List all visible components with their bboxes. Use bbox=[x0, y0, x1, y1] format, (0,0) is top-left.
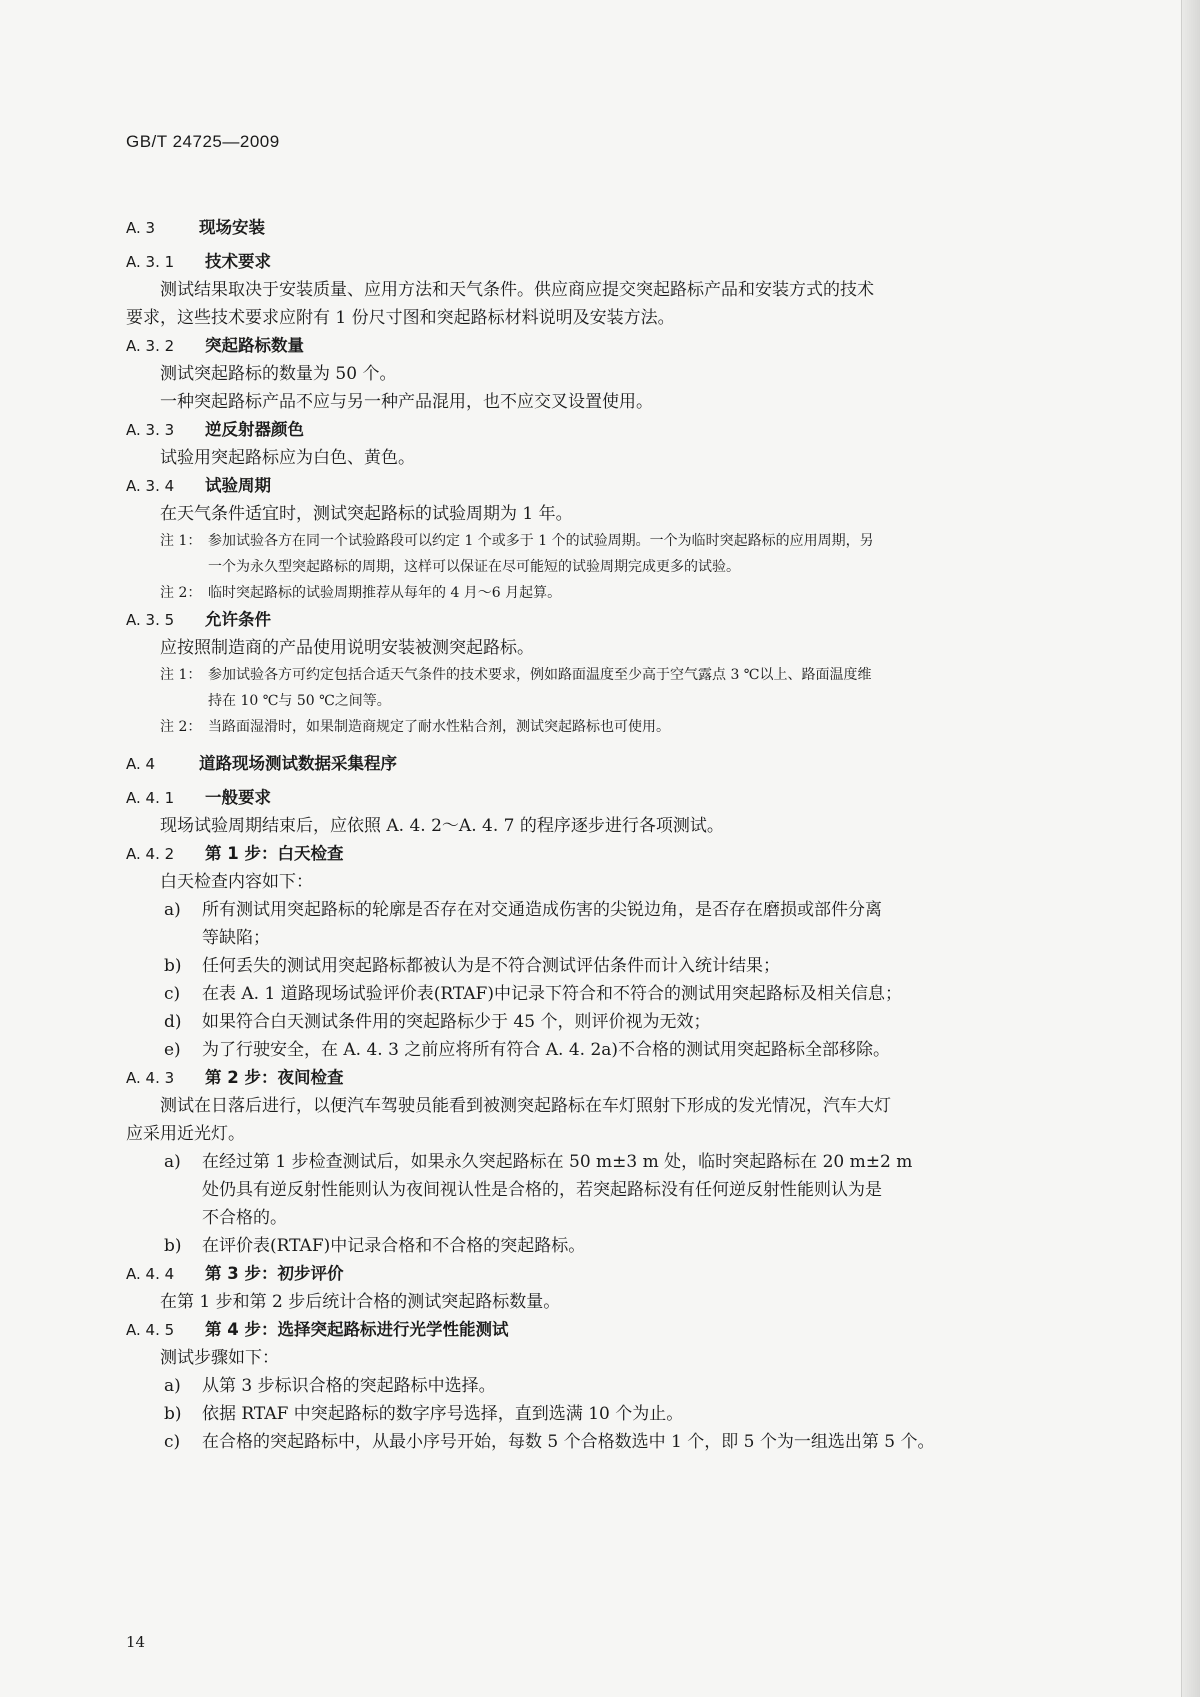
note-text: 参加试验各方在同一个试验路段可以约定 1 个或多于 1 个的试验周期。一个为临时突起路标的应用周期，另 bbox=[208, 533, 874, 549]
section-title: 逆反射器颜色 bbox=[205, 420, 304, 439]
list-item-line bbox=[126, 1176, 1056, 1204]
list-item-text: 处仍具有逆反射性能则认为夜间视认性是合格的，若突起路标没有任何逆反射性能则认为是 bbox=[202, 1180, 882, 1200]
list-item-text: 从第 3 步标识合格的突起路标中选择。 bbox=[202, 1376, 496, 1396]
subsection-heading bbox=[126, 472, 1056, 500]
list-item-line bbox=[126, 924, 1056, 952]
paragraph-line: 现场试验周期结束后，应依照 A. 4. 2～A. 4. 7 的程序逐步进行各项测试。 bbox=[160, 816, 724, 836]
section-title: 试验周期 bbox=[205, 476, 271, 495]
section-number: A. 3. 3 bbox=[126, 421, 175, 439]
paragraph-line: 试验用突起路标应为白色、黄色。 bbox=[160, 448, 415, 468]
list-marker: b) bbox=[164, 956, 182, 976]
list-item-text: 在合格的突起路标中，从最小序号开始，每数 5 个合格数选中 1 个，即 5 个为一组选出第 5 个。 bbox=[202, 1432, 935, 1452]
list-marker: d) bbox=[164, 1012, 182, 1032]
list-item-text: 在表 A. 1 道路现场试验评价表(RTAF)中记录下符合和不符合的测试用突起路标及相关信息； bbox=[202, 984, 902, 1004]
paragraph-line: 应采用近光灯。 bbox=[126, 1124, 245, 1144]
list-marker: a) bbox=[164, 1376, 181, 1396]
note-line bbox=[126, 714, 1056, 740]
section-number: A. 4. 5 bbox=[126, 1321, 175, 1339]
subsection-heading bbox=[126, 332, 1056, 360]
note-line bbox=[126, 662, 1056, 688]
note-continuation: 持在 10 ℃与 50 ℃之间等。 bbox=[208, 693, 391, 709]
section-title: 允许条件 bbox=[205, 610, 271, 629]
section-title: 一般要求 bbox=[205, 788, 271, 807]
list-item-line bbox=[126, 1148, 1056, 1176]
section-title: 道路现场测试数据采集程序 bbox=[199, 754, 397, 773]
section-number: A. 4. 1 bbox=[126, 789, 175, 807]
list-item-line bbox=[126, 1008, 1056, 1036]
section-number: A. 3 bbox=[126, 219, 156, 237]
subsection-heading bbox=[126, 1064, 1056, 1092]
list-marker: a) bbox=[164, 1152, 181, 1172]
section-title: 第 2 步：夜间检查 bbox=[205, 1068, 344, 1087]
list-item-line bbox=[126, 896, 1056, 924]
note-line bbox=[126, 528, 1056, 554]
list-item-text: 依据 RTAF 中突起路标的数字序号选择，直到选满 10 个为止。 bbox=[202, 1404, 684, 1424]
note-text: 参加试验各方可约定包括合适天气条件的技术要求，例如路面温度至少高于空气露点 3 ℃以上、路面温度维 bbox=[208, 667, 872, 683]
section-number: A. 4. 3 bbox=[126, 1069, 175, 1087]
subsection-heading bbox=[126, 1316, 1056, 1344]
list-item-text: 任何丢失的测试用突起路标都被认为是不符合测试评估条件而计入统计结果； bbox=[202, 956, 780, 976]
note-line bbox=[126, 580, 1056, 606]
section-number: A. 4. 4 bbox=[126, 1265, 175, 1283]
list-item-line bbox=[126, 1400, 1056, 1428]
paragraph-line: 一种突起路标产品不应与另一种产品混用，也不应交叉设置使用。 bbox=[160, 392, 653, 412]
list-item-text: 在评价表(RTAF)中记录合格和不合格的突起路标。 bbox=[202, 1236, 586, 1256]
section-title: 第 3 步：初步评价 bbox=[205, 1264, 344, 1283]
subsection-heading bbox=[126, 606, 1056, 634]
note-label: 注 2： bbox=[160, 719, 202, 735]
subsection-heading bbox=[126, 1260, 1056, 1288]
list-item-line bbox=[126, 1232, 1056, 1260]
note-label: 注 2： bbox=[160, 585, 202, 601]
page-number: 14 bbox=[126, 1633, 146, 1651]
paragraph-line: 白天检查内容如下： bbox=[160, 872, 313, 892]
list-item-line bbox=[126, 980, 1056, 1008]
section-number: A. 4. 2 bbox=[126, 845, 175, 863]
list-item-line bbox=[126, 952, 1056, 980]
note-text: 临时突起路标的试验周期推荐从每年的 4 月～6 月起算。 bbox=[208, 585, 562, 601]
section-number: A. 3. 5 bbox=[126, 611, 175, 629]
list-item-text: 不合格的。 bbox=[202, 1208, 287, 1228]
subsection-heading bbox=[126, 416, 1056, 444]
standard-header: GB/T 24725—2009 bbox=[126, 132, 280, 151]
section-title: 第 4 步：选择突起路标进行光学性能测试 bbox=[205, 1320, 509, 1339]
note-label: 注 1： bbox=[160, 533, 202, 549]
list-item-text: 如果符合白天测试条件用的突起路标少于 45 个，则评价视为无效； bbox=[202, 1012, 711, 1032]
section-heading bbox=[126, 214, 1056, 242]
section-number: A. 4 bbox=[126, 755, 156, 773]
paragraph-line: 在第 1 步和第 2 步后统计合格的测试突起路标数量。 bbox=[160, 1292, 561, 1312]
section-title: 现场安装 bbox=[199, 218, 265, 237]
paragraph-line: 要求，这些技术要求应附有 1 份尺寸图和突起路标材料说明及安装方法。 bbox=[126, 308, 675, 328]
list-item-line bbox=[126, 1428, 1056, 1456]
list-marker: a) bbox=[164, 900, 181, 920]
list-item-text: 所有测试用突起路标的轮廓是否存在对交通造成伤害的尖锐边角，是否存在磨损或部件分离 bbox=[202, 900, 882, 920]
document-body bbox=[126, 204, 1056, 1456]
paragraph-line: 测试在日落后进行，以便汽车驾驶员能看到被测突起路标在车灯照射下形成的发光情况，汽车大灯 bbox=[160, 1096, 891, 1116]
list-item-text: 为了行驶安全，在 A. 4. 3 之前应将所有符合 A. 4. 2a)不合格的测试用突起路标全部移除。 bbox=[202, 1040, 891, 1060]
section-number: A. 3. 1 bbox=[126, 253, 175, 271]
paragraph-line: 在天气条件适宜时，测试突起路标的试验周期为 1 年。 bbox=[160, 504, 573, 524]
list-item-text: 等缺陷； bbox=[202, 928, 270, 948]
list-marker: e) bbox=[164, 1040, 181, 1060]
list-marker: b) bbox=[164, 1404, 182, 1424]
subsection-heading bbox=[126, 840, 1056, 868]
list-marker: c) bbox=[164, 984, 181, 1004]
list-item-line bbox=[126, 1204, 1056, 1232]
list-item-line bbox=[126, 1036, 1056, 1064]
paragraph-line: 测试步骤如下： bbox=[160, 1348, 279, 1368]
section-heading bbox=[126, 750, 1056, 778]
paragraph-line: 测试突起路标的数量为 50 个。 bbox=[160, 364, 397, 384]
section-number: A. 3. 4 bbox=[126, 477, 175, 495]
paragraph-line: 应按照制造商的产品使用说明安装被测突起路标。 bbox=[160, 638, 534, 658]
list-item-text: 在经过第 1 步检查测试后，如果永久突起路标在 50 m±3 m 处，临时突起路标在 20 m±2 m bbox=[202, 1152, 913, 1172]
subsection-heading bbox=[126, 784, 1056, 812]
section-number: A. 3. 2 bbox=[126, 337, 175, 355]
paragraph-line: 测试结果取决于安装质量、应用方法和天气条件。供应商应提交突起路标产品和安装方式的技术 bbox=[160, 280, 874, 300]
note-label: 注 1： bbox=[160, 667, 202, 683]
page-edge bbox=[1181, 0, 1200, 1697]
section-title: 第 1 步：白天检查 bbox=[205, 844, 344, 863]
list-marker: c) bbox=[164, 1432, 181, 1452]
list-item-line bbox=[126, 1372, 1056, 1400]
list-marker: b) bbox=[164, 1236, 182, 1256]
note-text: 当路面湿滑时，如果制造商规定了耐水性粘合剂，测试突起路标也可使用。 bbox=[208, 719, 670, 735]
section-title: 技术要求 bbox=[205, 252, 271, 271]
subsection-heading bbox=[126, 248, 1056, 276]
section-title: 突起路标数量 bbox=[205, 336, 304, 355]
note-continuation: 一个为永久型突起路标的周期，这样可以保证在尽可能短的试验周期完成更多的试验。 bbox=[208, 559, 740, 575]
